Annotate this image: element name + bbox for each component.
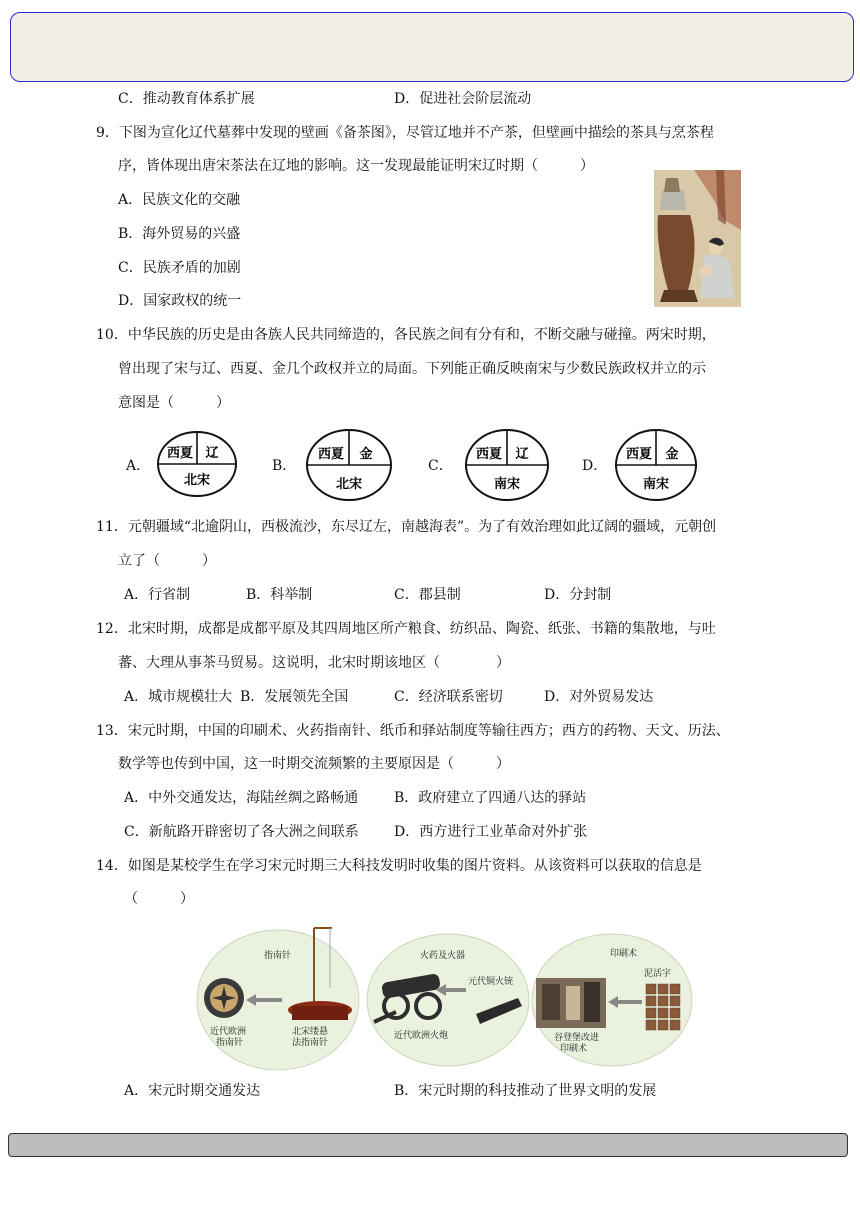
compass-label-eu-2: 指南针 (216, 1038, 244, 1048)
q10-a-bottom: 北宋 (183, 473, 211, 488)
q12-text-line1: 12．北宋时期，成都是成都平原及其四周地区所产粮食、纺织品、陶瓷、纸张、书籍的集散地，与吐 (96, 621, 716, 637)
tea-mural-image (654, 170, 741, 307)
option-c-prev[interactable]: C．推动教育体系扩展 (118, 91, 255, 107)
q10-c-top-right: 辽 (515, 447, 529, 462)
q12-option-d[interactable]: D．对外贸易发达 (544, 689, 654, 705)
compass-panel (197, 928, 359, 1070)
q13-option-b[interactable]: B．政府建立了四通八达的驿站 (394, 790, 587, 806)
q9-option-c[interactable]: C．民族矛盾的加剧 (118, 260, 241, 276)
q13-text-line2: 数学等也传到中国，这一时期交流频繁的主要原因是（ ） (118, 756, 510, 772)
header-banner (10, 12, 854, 82)
q11-option-d[interactable]: D．分封制 (544, 587, 612, 603)
q9-text-line2: 序，皆体现出唐宋茶法在辽地的影响。这一发现最能证明宋辽时期（ ） (118, 158, 594, 174)
q11-option-a[interactable]: A．行省制 (124, 587, 191, 603)
q13-option-a[interactable]: A．中外交通发达，海陆丝绸之路畅通 (124, 790, 359, 806)
q13-option-c[interactable]: C．新航路开辟密切了各大洲之间联系 (124, 824, 359, 840)
q14-option-a[interactable]: A．宋元时期交通发达 (124, 1083, 261, 1099)
footer-bar (8, 1133, 848, 1157)
printing-label-type: 泥活字 (644, 969, 672, 979)
q10-c-bottom: 南宋 (493, 477, 521, 492)
q11-text-line2: 立了（ ） (118, 553, 216, 569)
q13-option-d[interactable]: D．西方进行工业革命对外扩张 (394, 824, 588, 840)
q10-option-a-diagram[interactable] (156, 430, 238, 498)
q12-option-a[interactable]: A．城市规模壮大 (124, 689, 233, 705)
q10-option-c-diagram[interactable] (464, 428, 550, 502)
q10-d-bottom: 南宋 (642, 477, 670, 492)
compass-panel-title: 指南针 (264, 951, 292, 961)
q10-option-c-letter[interactable]: C． (428, 458, 453, 474)
q10-a-top-left: 西夏 (166, 446, 194, 461)
compass-label-eu-1: 近代欧洲 (210, 1027, 247, 1037)
q10-c-top-left: 西夏 (475, 447, 503, 462)
q10-option-b-letter[interactable]: B． (272, 458, 297, 474)
gunpowder-label-cannon: 近代欧洲火炮 (394, 1031, 449, 1041)
q11-text-line1: 11．元朝疆域“北逾阴山，西极流沙，东尽辽左，南越海表”。为了有效治理如此辽阔的疆域，元朝创 (96, 519, 717, 535)
q10-option-a-letter[interactable]: A． (126, 458, 151, 474)
q12-option-c[interactable]: C．经济联系密切 (394, 689, 503, 705)
q10-a-top-right: 辽 (205, 446, 219, 461)
q10-option-d-diagram[interactable] (614, 428, 698, 502)
compass-label-song-2: 法指南针 (292, 1038, 329, 1048)
q9-text-line1: 9．下图为宣化辽代墓葬中发现的壁画《备茶图》，尽管辽地并不产茶，但壁画中描绘的茶具与烹茶程 (96, 125, 714, 141)
q12-text-line2: 蕃、大理从事茶马贸易。这说明，北宋时期该地区（ ） (118, 655, 510, 671)
q10-text-line3: 意图是（ ） (118, 395, 230, 411)
q11-option-c[interactable]: C．郡县制 (394, 587, 461, 603)
q14-text-line1: 14．如图是某校学生在学习宋元时期三大科技发明时收集的图片资料。从该资料可以获取的信息是 (96, 858, 702, 874)
gunpowder-panel (367, 934, 529, 1066)
q10-b-top-left: 西夏 (317, 447, 345, 462)
q10-d-top-right: 金 (665, 447, 679, 462)
gunpowder-label-gun: 元代铜火铳 (468, 977, 514, 987)
q14-option-b[interactable]: B．宋元时期的科技推动了世界文明的发展 (394, 1083, 657, 1099)
q10-option-d-letter[interactable]: D． (582, 458, 608, 474)
q9-option-b[interactable]: B．海外贸易的兴盛 (118, 226, 241, 242)
q9-option-d[interactable]: D．国家政权的统一 (118, 293, 242, 309)
compass-label-song-1: 北宋缕悬 (292, 1027, 329, 1037)
q14-text-line2: （ ） (124, 891, 194, 907)
q10-b-top-right: 金 (359, 447, 373, 462)
option-d-prev[interactable]: D．促进社会阶层流动 (394, 91, 532, 107)
q13-text-line1: 13．宋元时期，中国的印刷术、火药指南针、纸币和驿站制度等输往西方；西方的药物、天文、历法、 (96, 723, 730, 739)
printing-panel (532, 934, 692, 1066)
q10-d-top-left: 西夏 (625, 447, 653, 462)
printing-panel-title: 印刷术 (610, 949, 638, 959)
printing-label-press-1: 谷登堡改进 (554, 1033, 600, 1043)
three-inventions-image (196, 926, 696, 1072)
gunpowder-panel-title: 火药及火器 (420, 951, 466, 961)
q10-text-line2: 曾出现了宋与辽、西夏、金几个政权并立的局面。下列能正确反映南宋与少数民族政权并立的示 (118, 361, 706, 377)
q10-option-b-diagram[interactable] (305, 428, 393, 502)
q11-option-b[interactable]: B．科举制 (246, 587, 313, 603)
q9-option-a[interactable]: A．民族文化的交融 (118, 192, 241, 208)
q10-text-line1: 10．中华民族的历史是由各族人民共同缔造的，各民族之间有分有和，不断交融与碰撞。两宋时期， (96, 327, 716, 343)
printing-label-press-2: 印刷术 (560, 1044, 588, 1054)
q10-b-bottom: 北宋 (335, 477, 363, 492)
q12-option-b[interactable]: B．发展领先全国 (240, 689, 349, 705)
